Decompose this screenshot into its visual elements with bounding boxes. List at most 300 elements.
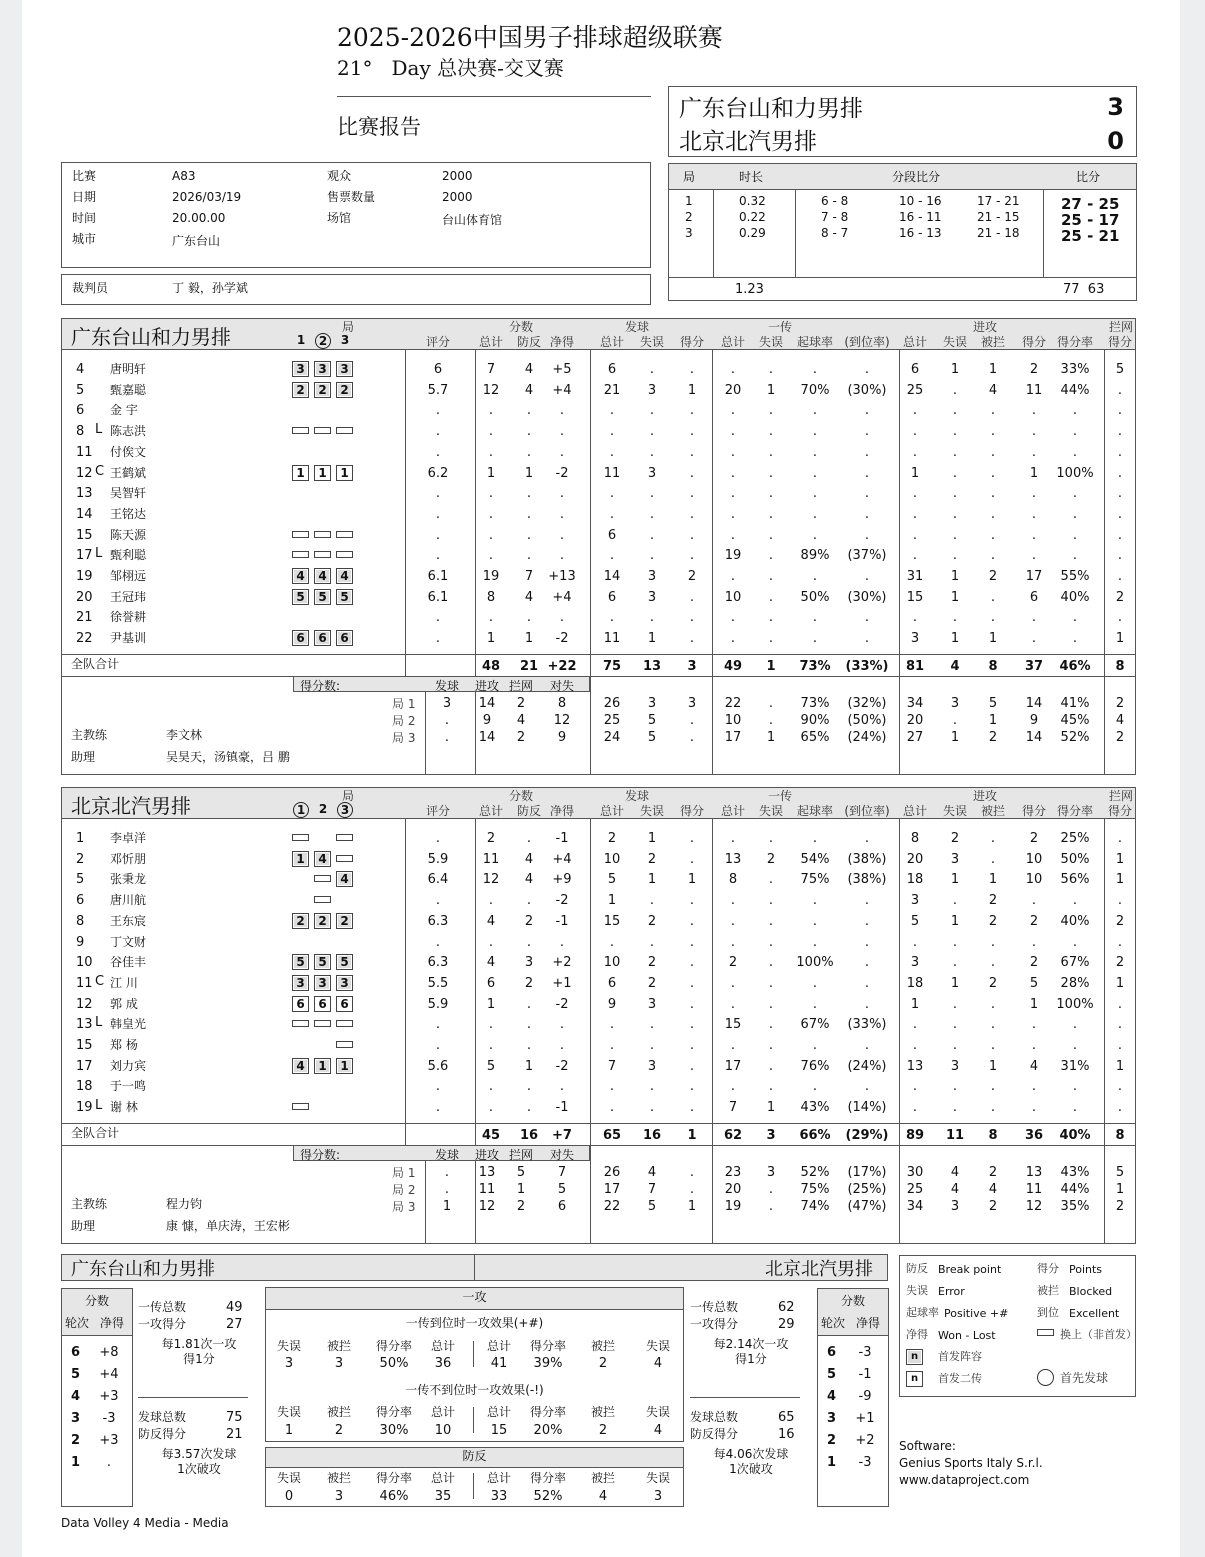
serve-total: 75 [226, 1410, 243, 1425]
stat-cell: . [1031, 1017, 1037, 1033]
stat-cell: 2 [728, 955, 738, 971]
breakpoint-points-label: 防反得分 [690, 1427, 739, 1441]
player-name: 于一鸣 [110, 1079, 147, 1094]
set-row-label: 局 3 [392, 730, 416, 745]
stat-cell: 20 [906, 851, 924, 867]
stat-cell: . [1117, 465, 1123, 481]
stat-cell: . [526, 831, 532, 846]
starter-position-box: 3 [314, 361, 331, 377]
stat-cell: . [730, 506, 736, 522]
set-stat-cell: 10 [724, 712, 742, 728]
stat-cell: +4 [552, 382, 572, 398]
stat-cell: 1 [1115, 851, 1125, 867]
player-name: 谷佳丰 [110, 955, 147, 970]
stat-cell: . [768, 1038, 774, 1053]
stat-cell: . [730, 465, 736, 481]
reception-total: 49 [226, 1300, 243, 1315]
stat-label: 被拦 [590, 1339, 615, 1353]
footer-text: Data Volley 4 Media - Media [61, 1516, 229, 1530]
stat-cell: . [488, 610, 494, 626]
set-number: 2 [318, 802, 328, 816]
set-stat-cell: 3 [442, 695, 452, 711]
column-label: (到位率) [844, 804, 890, 818]
player-number: 6 [76, 893, 85, 909]
stat-cell: . [435, 934, 441, 950]
stat-cell: . [689, 934, 695, 950]
player-flag: C [95, 463, 105, 479]
summary-divider [138, 1397, 248, 1398]
stat-cell: . [812, 362, 818, 377]
stat-cell: 10 [603, 851, 621, 867]
set-row-label: 局 2 [392, 1182, 416, 1197]
set-stat-cell: 2 [516, 729, 526, 745]
set-stat-cell: 12 [1025, 1198, 1043, 1214]
stat-cell: . [768, 589, 774, 605]
legend-starter: 首发阵容 [938, 1350, 982, 1363]
legend-term-cn: 失误 [906, 1284, 928, 1297]
stat-cell: . [768, 1017, 774, 1033]
set-stat-cell: 11 [478, 1181, 496, 1197]
set-stat-cell: 45% [1060, 712, 1090, 728]
set-number: 1 [685, 194, 693, 208]
substitute-icon [336, 834, 353, 841]
stat-cell: . [649, 444, 655, 460]
sideout-negative-title: 一传不到位时一攻效果(-!) [405, 1383, 544, 1397]
stat-cell: . [1117, 831, 1123, 846]
totals-divider-top [61, 1123, 1136, 1124]
stat-cell: . [559, 1038, 565, 1053]
stat-cell: . [768, 996, 774, 1012]
stat-cell: . [1117, 403, 1123, 419]
rotation-net: -9 [858, 1389, 872, 1404]
stat-cell: (37%) [847, 548, 887, 564]
stat-cell: . [812, 610, 818, 626]
sideout-ratio: 每2.14次一攻 [713, 1337, 789, 1351]
stat-cell: . [864, 996, 870, 1012]
stat-cell: . [526, 996, 532, 1012]
legend-term-cn: 起球率 [906, 1306, 939, 1319]
set-stat-cell: 26 [603, 695, 621, 711]
starter-position-box: 5 [314, 589, 331, 605]
set-stat-cell: 22 [603, 1198, 621, 1214]
stat-cell: . [912, 403, 918, 419]
stat-cell: . [812, 403, 818, 419]
player-row [22, 933, 1172, 953]
set-stat-cell: . [689, 729, 695, 745]
stat-cell: . [1117, 934, 1123, 950]
player-row [22, 891, 1172, 911]
set-stat-cell: 1 [516, 1181, 526, 1197]
stat-cell: 2 [647, 851, 657, 867]
stat-cell: . [864, 486, 870, 502]
stat-cell: . [812, 831, 818, 846]
stat-cell: . [912, 1079, 918, 1095]
setter-box-icon: n [906, 1371, 923, 1387]
stat-label: 得分率 [375, 1339, 412, 1353]
stat-cell: . [952, 610, 958, 626]
stat-cell: . [1072, 1100, 1078, 1116]
stat-cell: . [488, 1100, 494, 1116]
setter-position-box: 1 [336, 465, 353, 481]
stat-cell: . [488, 424, 494, 440]
stat-label: 总计 [486, 1405, 511, 1419]
stat-cell: 89% [800, 548, 830, 564]
stat-cell: . [649, 610, 655, 626]
player-name: 丁文财 [110, 934, 147, 949]
stat-cell: . [990, 1038, 996, 1053]
stat-cell: . [649, 424, 655, 440]
stat-cell: . [488, 1017, 494, 1033]
totals-label: 全队合计 [71, 1125, 120, 1140]
stat-cell: . [864, 527, 870, 543]
assistant-names: 吴昊天，汤镇豪，吕 鹏 [166, 749, 290, 764]
stat-value: 4 [653, 1423, 663, 1438]
sideout-positive-title: 一传到位时一攻效果(+#) [405, 1316, 544, 1330]
player-row [22, 1036, 1172, 1056]
player-row [22, 1077, 1172, 1097]
stat-cell: . [912, 1017, 918, 1033]
stat-cell: . [990, 403, 996, 419]
set-stat-cell: 19 [724, 1198, 742, 1214]
set-stat-cell: 34 [906, 695, 924, 711]
stat-cell: 43% [800, 1100, 830, 1116]
column-label: 评分 [425, 335, 450, 349]
stat-cell: 2 [647, 913, 657, 929]
set-stat-cell: 4 [950, 1181, 960, 1197]
total-cell: 4 [950, 658, 960, 674]
stat-value: 41 [490, 1356, 508, 1371]
set-stat-cell: 3 [950, 695, 960, 711]
points-label: 得分数: [300, 1147, 341, 1162]
stat-cell: . [649, 362, 655, 377]
stat-cell: . [952, 934, 958, 950]
info-label: 场馆 [327, 211, 352, 225]
stat-cell: . [1117, 382, 1123, 398]
player-name: 尹基训 [110, 631, 147, 646]
stat-value: 50% [379, 1356, 409, 1371]
stat-label: 总计 [430, 1471, 455, 1485]
info-label: 售票数量 [327, 190, 376, 204]
player-row [22, 422, 1172, 442]
stat-cell: . [1117, 610, 1123, 626]
set-stat-cell: 11 [1025, 1181, 1043, 1197]
player-row [22, 912, 1172, 932]
set-stat-cell: 75% [800, 1181, 830, 1197]
stat-label: 失误 [645, 1471, 670, 1485]
rotation-net: . [106, 1455, 112, 1470]
header-partials: 分段比分 [892, 170, 941, 184]
stat-cell: 2 [647, 975, 657, 991]
set-duration: 0.32 [739, 194, 766, 208]
stat-cell: . [768, 465, 774, 481]
sideout-points-label: 一攻得分 [138, 1317, 187, 1331]
player-number: 21 [76, 610, 93, 626]
stat-cell: -1 [555, 831, 569, 846]
stat-cell: . [768, 506, 774, 522]
stat-cell: . [526, 934, 532, 950]
stat-value: 1 [284, 1423, 294, 1438]
stat-cell: . [1117, 569, 1123, 584]
stat-cell: . [952, 1038, 958, 1053]
player-name: 韩皇光 [110, 1017, 147, 1032]
rotation-number: 1 [827, 1455, 837, 1470]
stat-cell: . [1031, 631, 1037, 647]
player-row [22, 505, 1172, 525]
stat-cell: . [1031, 527, 1037, 543]
set-stat-cell: 1 [950, 729, 960, 745]
stat-cell: . [812, 527, 818, 543]
away-sets-won: 0 [1107, 127, 1124, 155]
player-number: 11 [76, 975, 93, 991]
stat-cell: 1 [1115, 631, 1125, 647]
stat-cell: 7 [524, 569, 534, 584]
stat-cell: . [1072, 1079, 1078, 1095]
stat-cell: 2 [687, 569, 697, 584]
stat-cell: . [649, 1038, 655, 1053]
player-row [22, 381, 1172, 401]
summary-team-divider [474, 1254, 475, 1281]
stat-cell: . [812, 893, 818, 909]
stat-cell: 11 [1025, 382, 1043, 398]
legend-term-en: Points [1069, 1263, 1103, 1276]
substitute-icon [1037, 1329, 1054, 1336]
stat-cell: . [649, 1079, 655, 1095]
stat-cell: . [526, 1038, 532, 1053]
partial-score: 10 - 16 [899, 194, 942, 208]
column-label: 被拦 [980, 804, 1005, 818]
starter-box-icon: n [906, 1349, 923, 1365]
stat-cell: 12 [482, 382, 500, 398]
stat-cell: 1 [950, 975, 960, 991]
stat-value: 4 [653, 1356, 663, 1371]
set-stat-cell: 2 [1115, 695, 1125, 711]
total-cell: (33%) [845, 658, 889, 674]
report-title: 比赛报告 [337, 115, 421, 139]
stat-cell: . [1031, 934, 1037, 950]
player-row [22, 974, 1172, 994]
player-name: 唐川航 [110, 893, 147, 908]
stat-cell: . [649, 548, 655, 564]
stat-cell: . [912, 506, 918, 522]
player-name: 谢 林 [110, 1100, 138, 1115]
total-cell: 8 [1115, 658, 1125, 674]
player-name: 张秉龙 [110, 872, 147, 887]
column-divider [1043, 190, 1044, 278]
stat-cell: 7 [728, 1100, 738, 1116]
stat-value: 0 [284, 1489, 294, 1504]
stat-cell: 12 [482, 872, 500, 888]
stat-cell: . [864, 403, 870, 419]
player-name: 江 川 [110, 975, 138, 990]
player-number: 8 [76, 424, 85, 440]
total-cell: 8 [988, 658, 998, 674]
stat-cell: 4 [524, 851, 534, 867]
stat-cell: . [689, 610, 695, 626]
stat-cell: 8 [910, 831, 920, 846]
stat-cell: 3 [647, 569, 657, 584]
stat-cell: 1 [1115, 975, 1125, 991]
starter-position-box: 2 [336, 382, 353, 398]
total-duration: 1.23 [735, 282, 764, 297]
column-group-label: 分数 [508, 789, 533, 803]
player-row [22, 608, 1172, 628]
starter-position-box: 5 [314, 954, 331, 970]
stat-cell: . [526, 1100, 532, 1116]
player-number: 14 [76, 506, 93, 522]
stat-cell: . [689, 1058, 695, 1074]
stat-cell: 11 [482, 851, 500, 867]
player-row [22, 850, 1172, 870]
set-stat-cell: (17%) [847, 1164, 887, 1180]
legend-setter: 首发二传 [938, 1372, 982, 1385]
column-label: 得分率 [1056, 804, 1093, 818]
player-number: 17 [76, 548, 93, 564]
player-name: 王铭达 [110, 506, 147, 521]
set-stat-cell: 1 [1115, 1181, 1125, 1197]
stat-cell: 1 [766, 382, 776, 398]
set-stat-cell: . [689, 712, 695, 728]
stat-cell: . [559, 403, 565, 419]
set-stat-cell: (50%) [847, 712, 887, 728]
stat-cell: . [952, 403, 958, 419]
player-name: 刘力宾 [110, 1058, 147, 1073]
stat-cell: . [864, 610, 870, 626]
stat-cell: . [526, 424, 532, 440]
stat-cell: . [812, 569, 818, 584]
total-cell: 1 [766, 658, 776, 674]
assistant-label: 助理 [71, 1218, 96, 1233]
set-stat-cell: 14 [1025, 729, 1043, 745]
stat-cell: . [488, 934, 494, 950]
stat-cell: 1 [950, 362, 960, 377]
stat-cell: . [559, 934, 565, 950]
totals-divider-bottom [61, 676, 1136, 677]
rotation-net: -3 [102, 1411, 116, 1426]
set-stat-cell: 2 [516, 1198, 526, 1214]
stat-cell: . [1031, 444, 1037, 460]
stat-cell: 2 [988, 569, 998, 584]
rotation-col-label: 轮次 [65, 1316, 90, 1330]
stat-cell: . [559, 506, 565, 522]
rotation-number: 1 [71, 1455, 81, 1470]
stat-cell: . [864, 631, 870, 647]
starter-position-box: 1 [314, 1058, 331, 1074]
stat-cell: . [1117, 444, 1123, 460]
substitute-icon [292, 1020, 309, 1027]
set-stat-cell: 44% [1060, 1181, 1090, 1197]
stat-cell: . [559, 486, 565, 502]
stat-cell: . [689, 589, 695, 605]
stat-cell: . [689, 486, 695, 502]
player-name: 王东宸 [110, 913, 147, 928]
stat-cell: 18 [906, 872, 924, 888]
substitute-icon [336, 1020, 353, 1027]
player-name: 郭 成 [110, 996, 138, 1011]
stat-cell: . [609, 610, 615, 626]
stat-cell: . [1072, 548, 1078, 564]
stat-cell: 1 [524, 465, 534, 481]
total-cell: +7 [552, 1127, 572, 1143]
set-stat-cell: 2 [1115, 1198, 1125, 1214]
stat-cell: . [1117, 1079, 1123, 1095]
team-name: 广东台山和力男排 [71, 325, 231, 349]
column-label: 防反 [516, 335, 541, 349]
stat-cell: . [990, 548, 996, 564]
player-number: 1 [76, 831, 85, 846]
rotation-net: +4 [99, 1367, 119, 1382]
setter-position-box: 1 [292, 465, 309, 481]
total-cell: 46% [1059, 658, 1091, 674]
stat-cell: . [952, 548, 958, 564]
stat-cell: . [435, 403, 441, 419]
set-stat-cell: 5 [647, 729, 657, 745]
stat-cell: . [952, 506, 958, 522]
stat-value: 15 [490, 1423, 508, 1438]
set-stat-cell: 9 [482, 712, 492, 728]
set-column-number [336, 802, 354, 818]
stat-cell: . [864, 893, 870, 909]
stat-cell: 1 [988, 362, 998, 377]
total-cell: 11 [945, 1127, 965, 1143]
column-label: 总计 [478, 804, 503, 818]
stat-cell: . [689, 1038, 695, 1053]
player-row [22, 1015, 1172, 1035]
stat-cell: 4 [988, 382, 998, 398]
partial-score: 17 - 21 [977, 194, 1020, 208]
stat-cell: . [864, 465, 870, 481]
set-column-number [292, 802, 310, 818]
set-stat-cell: . [444, 729, 450, 745]
stat-cell: 5.6 [427, 1058, 449, 1074]
stat-cell: . [435, 1079, 441, 1095]
stat-cell: 6.4 [427, 872, 449, 888]
stat-cell: . [488, 1038, 494, 1053]
player-row [22, 401, 1172, 421]
stat-cell: 8 [728, 872, 738, 888]
starter-position-box: 3 [314, 975, 331, 991]
stat-cell: . [1117, 527, 1123, 543]
stat-cell: 31 [906, 569, 924, 584]
stat-label: 失误 [276, 1405, 301, 1419]
set-number: 1 [296, 333, 306, 347]
stat-cell: . [689, 831, 695, 846]
column-label: 起球率 [796, 804, 833, 818]
summary-home-team: 广东台山和力男排 [71, 1259, 215, 1280]
stat-cell: 3 [950, 1058, 960, 1074]
column-label: 净得 [549, 804, 574, 818]
stat-cell: +5 [552, 362, 572, 377]
legend-term-en: Break point [938, 1263, 1002, 1276]
set-stat-cell: 9 [557, 729, 567, 745]
column-label: 总计 [478, 335, 503, 349]
stat-cell: 40% [1060, 589, 1090, 605]
set-stat-cell: 5 [516, 1164, 526, 1180]
column-group-label: 进攻 [972, 789, 997, 803]
legend-first-serve: 首先发球 [1060, 1371, 1109, 1385]
stat-cell: . [990, 424, 996, 440]
player-number: 11 [76, 444, 93, 460]
total-cell: 81 [905, 658, 925, 674]
substitute-icon [336, 531, 353, 538]
stat-cell: 5 [1115, 362, 1125, 377]
player-number: 4 [76, 362, 85, 377]
stat-cell: +4 [552, 589, 572, 605]
set-number: 3 [340, 333, 350, 347]
player-row [22, 1057, 1172, 1077]
breakpoint-ratio-2: 1次破攻 [729, 1462, 773, 1476]
rotation-number: 5 [71, 1367, 81, 1382]
player-name: 甄利聪 [110, 548, 147, 563]
